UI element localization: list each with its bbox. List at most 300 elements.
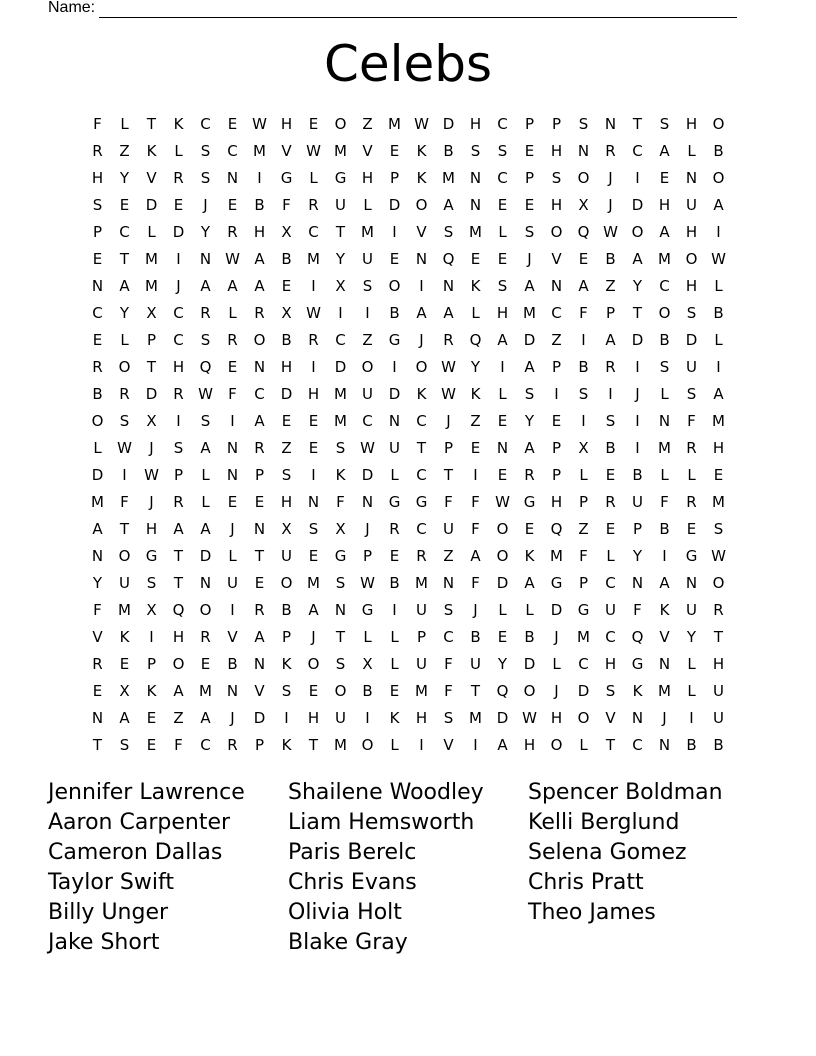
grid-letter[interactable]: X (281, 519, 292, 538)
grid-letter[interactable]: L (498, 222, 507, 241)
grid-letter[interactable]: E (659, 168, 670, 187)
grid-letter[interactable]: E (686, 519, 697, 538)
grid-letter[interactable]: G (334, 168, 347, 187)
grid-letter[interactable]: N (226, 681, 239, 700)
grid-letter[interactable]: C (497, 168, 508, 187)
grid-letter[interactable]: M (712, 492, 725, 511)
grid-letter[interactable]: A (308, 600, 319, 619)
grid-letter[interactable]: H (253, 222, 266, 241)
grid-letter[interactable]: N (415, 249, 428, 268)
grid-letter[interactable]: Q (496, 681, 509, 700)
grid-letter[interactable]: E (308, 546, 319, 565)
grid-letter[interactable]: S (200, 168, 211, 187)
grid-letter[interactable]: E (254, 573, 265, 592)
grid-letter[interactable]: T (632, 303, 643, 322)
grid-letter[interactable]: U (335, 195, 346, 214)
grid-letter[interactable]: A (713, 384, 724, 403)
grid-letter[interactable]: L (201, 465, 210, 484)
grid-letter[interactable]: E (92, 330, 103, 349)
grid-letter[interactable]: R (227, 330, 238, 349)
grid-letter[interactable]: T (632, 114, 643, 133)
grid-letter[interactable]: J (662, 708, 667, 727)
grid-letter[interactable]: H (469, 114, 482, 133)
grid-letter[interactable]: I (284, 708, 289, 727)
grid-letter[interactable]: L (471, 303, 480, 322)
grid-letter[interactable]: B (659, 330, 670, 349)
grid-letter[interactable]: D (577, 681, 590, 700)
grid-letter[interactable]: J (473, 600, 478, 619)
grid-letter[interactable]: H (604, 654, 617, 673)
grid-letter[interactable]: O (496, 546, 509, 565)
grid-letter[interactable]: R (605, 492, 616, 511)
grid-letter[interactable]: S (497, 276, 508, 295)
grid-letter[interactable]: N (361, 492, 374, 511)
grid-letter[interactable]: L (687, 465, 696, 484)
grid-letter[interactable]: C (443, 627, 454, 646)
grid-letter[interactable]: A (524, 438, 535, 457)
grid-letter[interactable]: O (631, 222, 644, 241)
grid-letter[interactable]: E (146, 735, 157, 754)
grid-letter[interactable]: O (415, 357, 428, 376)
grid-letter[interactable]: K (470, 276, 481, 295)
grid-letter[interactable]: I (716, 222, 721, 241)
grid-letter[interactable]: U (443, 519, 454, 538)
grid-letter[interactable]: P (146, 330, 157, 349)
grid-letter[interactable]: K (416, 168, 427, 187)
grid-letter[interactable]: L (363, 627, 372, 646)
grid-letter[interactable]: E (119, 195, 130, 214)
grid-letter[interactable]: P (146, 654, 157, 673)
grid-letter[interactable]: F (471, 519, 480, 538)
grid-letter[interactable]: E (497, 249, 508, 268)
grid-letter[interactable]: U (632, 492, 643, 511)
grid-letter[interactable]: D (550, 600, 563, 619)
grid-letter[interactable]: O (361, 735, 374, 754)
grid-letter[interactable]: O (118, 546, 131, 565)
grid-letter[interactable]: A (119, 708, 130, 727)
grid-letter[interactable]: Z (281, 438, 292, 457)
grid-letter[interactable]: K (416, 141, 427, 160)
grid-letter[interactable]: E (389, 681, 400, 700)
grid-letter[interactable]: X (335, 519, 346, 538)
grid-letter[interactable]: W (441, 357, 456, 376)
grid-letter[interactable]: D (361, 465, 374, 484)
grid-letter[interactable]: W (117, 438, 132, 457)
grid-letter[interactable]: T (173, 573, 184, 592)
grid-letter[interactable]: L (309, 168, 318, 187)
grid-letter[interactable]: A (443, 303, 454, 322)
grid-letter[interactable]: M (334, 141, 347, 160)
grid-letter[interactable]: O (91, 411, 104, 430)
grid-letter[interactable]: W (603, 222, 618, 241)
grid-letter[interactable]: E (227, 114, 238, 133)
grid-letter[interactable]: M (415, 681, 428, 700)
grid-letter[interactable]: M (334, 384, 347, 403)
grid-letter[interactable]: K (335, 465, 346, 484)
grid-letter[interactable]: W (360, 438, 375, 457)
grid-letter[interactable]: T (443, 465, 454, 484)
grid-letter[interactable]: I (419, 735, 424, 754)
grid-letter[interactable]: R (605, 357, 616, 376)
grid-letter[interactable]: S (200, 330, 211, 349)
grid-letter[interactable]: M (577, 627, 590, 646)
grid-letter[interactable]: F (336, 492, 345, 511)
grid-letter[interactable]: C (92, 303, 103, 322)
grid-letter[interactable]: K (524, 546, 535, 565)
grid-letter[interactable]: W (306, 303, 321, 322)
grid-letter[interactable]: O (118, 357, 131, 376)
grid-letter[interactable]: J (149, 492, 154, 511)
grid-letter[interactable]: O (334, 114, 347, 133)
grid-letter[interactable]: A (173, 681, 184, 700)
grid-letter[interactable]: W (198, 384, 213, 403)
grid-letter[interactable]: V (416, 222, 427, 241)
grid-letter[interactable]: C (416, 519, 427, 538)
grid-letter[interactable]: R (308, 195, 319, 214)
grid-letter[interactable]: R (713, 600, 724, 619)
grid-letter[interactable]: L (201, 492, 210, 511)
grid-letter[interactable]: L (120, 114, 129, 133)
grid-letter[interactable]: S (200, 411, 211, 430)
grid-letter[interactable]: C (308, 222, 319, 241)
grid-letter[interactable]: S (362, 276, 373, 295)
grid-letter[interactable]: T (713, 627, 724, 646)
grid-letter[interactable]: I (635, 438, 640, 457)
grid-letter[interactable]: N (226, 438, 239, 457)
grid-letter[interactable]: E (308, 411, 319, 430)
grid-letter[interactable]: I (608, 384, 613, 403)
grid-letter[interactable]: R (443, 330, 454, 349)
grid-letter[interactable]: X (578, 195, 589, 214)
grid-letter[interactable]: Q (469, 330, 482, 349)
grid-letter[interactable]: F (633, 600, 642, 619)
grid-letter[interactable]: L (390, 465, 399, 484)
grid-letter[interactable]: O (361, 357, 374, 376)
grid-letter[interactable]: S (335, 654, 346, 673)
grid-letter[interactable]: A (713, 195, 724, 214)
grid-letter[interactable]: O (307, 654, 320, 673)
grid-letter[interactable]: M (307, 573, 320, 592)
grid-letter[interactable]: C (200, 114, 211, 133)
grid-letter[interactable]: F (444, 681, 453, 700)
grid-letter[interactable]: H (496, 303, 509, 322)
grid-letter[interactable]: M (253, 141, 266, 160)
grid-letter[interactable]: K (146, 681, 157, 700)
grid-letter[interactable]: D (496, 573, 509, 592)
grid-letter[interactable]: X (281, 222, 292, 241)
grid-letter[interactable]: N (496, 438, 509, 457)
grid-letter[interactable]: S (92, 195, 103, 214)
grid-letter[interactable]: A (524, 357, 535, 376)
grid-letter[interactable]: O (712, 573, 725, 592)
grid-letter[interactable]: F (228, 384, 237, 403)
grid-letter[interactable]: O (523, 681, 536, 700)
grid-letter[interactable]: J (230, 519, 235, 538)
grid-letter[interactable]: V (92, 627, 103, 646)
grid-letter[interactable]: V (443, 735, 454, 754)
grid-letter[interactable]: P (632, 519, 643, 538)
grid-letter[interactable]: D (523, 330, 536, 349)
grid-letter[interactable]: O (388, 276, 401, 295)
grid-letter[interactable]: R (389, 519, 400, 538)
grid-letter[interactable]: U (362, 384, 373, 403)
grid-letter[interactable]: Q (442, 249, 455, 268)
grid-letter[interactable]: H (712, 654, 725, 673)
grid-letter[interactable]: S (443, 222, 454, 241)
grid-letter[interactable]: C (173, 330, 184, 349)
grid-letter[interactable]: S (524, 384, 535, 403)
grid-letter[interactable]: I (473, 465, 478, 484)
grid-letter[interactable]: S (605, 681, 616, 700)
grid-letter[interactable]: B (362, 681, 373, 700)
grid-letter[interactable]: X (578, 438, 589, 457)
grid-letter[interactable]: D (253, 708, 266, 727)
grid-letter[interactable]: I (392, 600, 397, 619)
grid-letter[interactable]: D (523, 654, 536, 673)
grid-letter[interactable]: A (254, 627, 265, 646)
grid-letter[interactable]: E (389, 141, 400, 160)
grid-letter[interactable]: B (605, 438, 616, 457)
grid-letter[interactable]: Z (362, 114, 373, 133)
grid-letter[interactable]: T (335, 222, 346, 241)
grid-letter[interactable]: S (686, 303, 697, 322)
grid-letter[interactable]: D (145, 195, 158, 214)
grid-letter[interactable]: O (712, 114, 725, 133)
grid-letter[interactable]: D (280, 384, 293, 403)
grid-letter[interactable]: U (416, 654, 427, 673)
grid-letter[interactable]: K (281, 654, 292, 673)
grid-letter[interactable]: H (712, 438, 725, 457)
grid-letter[interactable]: B (605, 249, 616, 268)
grid-letter[interactable]: O (334, 681, 347, 700)
grid-letter[interactable]: A (200, 438, 211, 457)
grid-letter[interactable]: F (444, 492, 453, 511)
grid-letter[interactable]: R (173, 492, 184, 511)
grid-letter[interactable]: K (173, 114, 184, 133)
grid-letter[interactable]: L (552, 654, 561, 673)
grid-letter[interactable]: K (389, 708, 400, 727)
grid-letter[interactable]: C (659, 276, 670, 295)
grid-letter[interactable]: E (497, 411, 508, 430)
grid-letter[interactable]: D (388, 384, 401, 403)
grid-letter[interactable]: H (280, 357, 293, 376)
grid-letter[interactable]: I (311, 357, 316, 376)
grid-letter[interactable]: I (662, 546, 667, 565)
grid-letter[interactable]: P (416, 627, 427, 646)
grid-letter[interactable]: L (390, 654, 399, 673)
grid-letter[interactable]: J (419, 330, 424, 349)
grid-letter[interactable]: P (551, 465, 562, 484)
grid-letter[interactable]: R (200, 627, 211, 646)
grid-letter[interactable]: I (176, 249, 181, 268)
grid-letter[interactable]: Y (632, 276, 643, 295)
grid-letter[interactable]: P (389, 168, 400, 187)
grid-letter[interactable]: I (716, 357, 721, 376)
grid-letter[interactable]: N (91, 708, 104, 727)
grid-letter[interactable]: E (308, 438, 319, 457)
grid-letter[interactable]: O (550, 222, 563, 241)
grid-letter[interactable]: E (497, 465, 508, 484)
grid-letter[interactable]: V (254, 681, 265, 700)
grid-letter[interactable]: O (199, 600, 212, 619)
grid-letter[interactable]: P (362, 546, 373, 565)
grid-letter[interactable]: K (119, 627, 130, 646)
grid-letter[interactable]: B (578, 357, 589, 376)
grid-letter[interactable]: O (280, 573, 293, 592)
grid-letter[interactable]: E (524, 141, 535, 160)
grid-letter[interactable]: E (605, 465, 616, 484)
grid-letter[interactable]: S (686, 384, 697, 403)
grid-letter[interactable]: H (280, 114, 293, 133)
grid-letter[interactable]: F (444, 654, 453, 673)
grid-letter[interactable]: L (714, 330, 723, 349)
grid-letter[interactable]: I (311, 465, 316, 484)
grid-letter[interactable]: I (635, 168, 640, 187)
grid-letter[interactable]: J (230, 708, 235, 727)
grid-letter[interactable]: H (145, 519, 158, 538)
grid-letter[interactable]: E (173, 195, 184, 214)
grid-letter[interactable]: I (473, 735, 478, 754)
grid-letter[interactable]: P (92, 222, 103, 241)
grid-letter[interactable]: R (524, 465, 535, 484)
grid-letter[interactable]: U (416, 600, 427, 619)
grid-letter[interactable]: M (469, 222, 482, 241)
grid-letter[interactable]: U (335, 708, 346, 727)
grid-letter[interactable]: S (443, 708, 454, 727)
grid-letter[interactable]: U (686, 600, 697, 619)
grid-letter[interactable]: J (446, 411, 451, 430)
grid-letter[interactable]: A (173, 519, 184, 538)
grid-letter[interactable]: S (497, 141, 508, 160)
grid-letter[interactable]: H (280, 492, 293, 511)
grid-letter[interactable]: S (119, 411, 130, 430)
grid-letter[interactable]: Z (362, 330, 373, 349)
grid-letter[interactable]: P (173, 465, 184, 484)
grid-letter[interactable]: L (363, 195, 372, 214)
grid-letter[interactable]: W (441, 384, 456, 403)
grid-letter[interactable]: R (173, 168, 184, 187)
grid-letter[interactable]: N (226, 168, 239, 187)
grid-letter[interactable]: P (281, 627, 292, 646)
grid-letter[interactable]: O (577, 168, 590, 187)
grid-letter[interactable]: O (577, 708, 590, 727)
grid-letter[interactable]: S (524, 222, 535, 241)
grid-letter[interactable]: U (362, 249, 373, 268)
grid-letter[interactable]: V (281, 141, 292, 160)
grid-letter[interactable]: T (92, 735, 103, 754)
grid-letter[interactable]: K (470, 384, 481, 403)
grid-letter[interactable]: U (686, 195, 697, 214)
grid-letter[interactable]: M (658, 438, 671, 457)
grid-letter[interactable]: A (659, 222, 670, 241)
grid-letter[interactable]: A (578, 276, 589, 295)
grid-letter[interactable]: L (93, 438, 102, 457)
grid-letter[interactable]: G (415, 492, 428, 511)
grid-letter[interactable]: G (631, 654, 644, 673)
grid-letter[interactable]: Y (119, 303, 130, 322)
grid-letter[interactable]: E (92, 249, 103, 268)
grid-letter[interactable]: E (470, 438, 481, 457)
grid-letter[interactable]: S (578, 114, 589, 133)
grid-letter[interactable]: Y (686, 627, 697, 646)
grid-letter[interactable]: B (281, 330, 292, 349)
grid-letter[interactable]: N (604, 114, 617, 133)
grid-letter[interactable]: I (581, 330, 586, 349)
grid-letter[interactable]: J (608, 168, 613, 187)
grid-letter[interactable]: R (254, 303, 265, 322)
grid-letter[interactable]: H (172, 627, 185, 646)
grid-letter[interactable]: X (335, 276, 346, 295)
grid-letter[interactable]: N (199, 573, 212, 592)
grid-letter[interactable]: R (119, 384, 130, 403)
grid-letter[interactable]: Z (119, 141, 130, 160)
grid-letter[interactable]: A (443, 195, 454, 214)
grid-letter[interactable]: V (659, 627, 670, 646)
grid-letter[interactable]: R (173, 384, 184, 403)
grid-letter[interactable]: N (91, 276, 104, 295)
grid-letter[interactable]: F (660, 492, 669, 511)
grid-letter[interactable]: L (525, 600, 534, 619)
grid-letter[interactable]: A (92, 519, 103, 538)
grid-letter[interactable]: E (200, 654, 211, 673)
grid-letter[interactable]: A (659, 141, 670, 160)
grid-letter[interactable]: A (254, 411, 265, 430)
grid-letter[interactable]: H (172, 357, 185, 376)
grid-letter[interactable]: O (550, 735, 563, 754)
grid-letter[interactable]: I (149, 627, 154, 646)
grid-letter[interactable]: E (227, 357, 238, 376)
grid-letter[interactable]: H (91, 168, 104, 187)
grid-letter[interactable]: Z (605, 276, 616, 295)
grid-letter[interactable]: Q (199, 357, 212, 376)
grid-letter[interactable]: P (524, 168, 535, 187)
grid-letter[interactable]: E (551, 411, 562, 430)
grid-letter[interactable]: Z (173, 708, 184, 727)
grid-letter[interactable]: H (685, 276, 698, 295)
grid-letter[interactable]: F (174, 735, 183, 754)
grid-letter[interactable]: L (498, 600, 507, 619)
grid-letter[interactable]: E (524, 195, 535, 214)
grid-letter[interactable]: I (419, 276, 424, 295)
grid-letter[interactable]: I (500, 357, 505, 376)
grid-letter[interactable]: B (713, 303, 724, 322)
grid-letter[interactable]: C (335, 330, 346, 349)
grid-letter[interactable]: T (119, 249, 130, 268)
grid-letter[interactable]: N (685, 168, 698, 187)
grid-letter[interactable]: W (711, 546, 726, 565)
grid-letter[interactable]: B (713, 735, 724, 754)
grid-letter[interactable]: A (524, 573, 535, 592)
grid-letter[interactable]: N (91, 546, 104, 565)
grid-letter[interactable]: A (227, 276, 238, 295)
grid-letter[interactable]: C (254, 384, 265, 403)
grid-letter[interactable]: Q (172, 600, 185, 619)
grid-letter[interactable]: G (550, 573, 563, 592)
grid-letter[interactable]: E (713, 465, 724, 484)
grid-letter[interactable]: U (389, 438, 400, 457)
grid-letter[interactable]: R (92, 357, 103, 376)
grid-letter[interactable]: L (714, 276, 723, 295)
grid-letter[interactable]: A (254, 249, 265, 268)
grid-letter[interactable]: I (230, 411, 235, 430)
grid-letter[interactable]: U (686, 357, 697, 376)
grid-letter[interactable]: C (605, 573, 616, 592)
grid-letter[interactable]: D (172, 222, 185, 241)
grid-letter[interactable]: K (281, 735, 292, 754)
grid-letter[interactable]: C (632, 735, 643, 754)
grid-letter[interactable]: L (228, 303, 237, 322)
grid-letter[interactable]: M (145, 249, 158, 268)
